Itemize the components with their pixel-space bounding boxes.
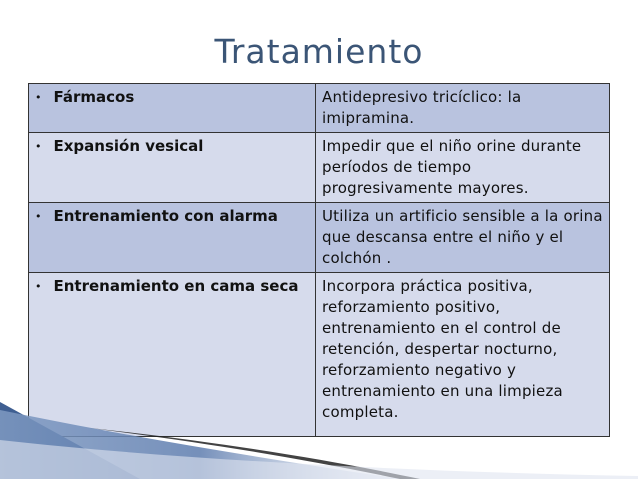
treatment-description: Utiliza un artificio sensible a la orina que descansa entre el niño y el colchón . <box>316 203 610 273</box>
treatment-name-cell <box>29 133 316 203</box>
treatment-description: Impedir que el niño orine durante períodos de tiempo progresivamente mayores. <box>316 133 610 203</box>
decorative-swoosh <box>0 380 638 479</box>
treatment-name: Expansión vesical <box>53 137 204 155</box>
bullet-icon: • <box>35 91 42 104</box>
treatment-description: Antidepresivo tricíclico: la imipramina. <box>316 84 610 133</box>
treatment-name: Entrenamiento con alarma <box>53 207 278 225</box>
table-row <box>29 133 610 203</box>
slide-title: Tratamiento <box>214 32 424 71</box>
bullet-icon: • <box>35 140 42 153</box>
table-row <box>29 203 610 273</box>
treatment-name-cell <box>29 84 316 133</box>
treatment-name: Fármacos <box>53 88 135 106</box>
treatment-name: Entrenamiento en cama seca <box>53 277 299 295</box>
bullet-icon: • <box>35 210 42 223</box>
treatment-description: Incorpora práctica positiva, reforzamiento positivo, entrenamiento en el control de retención, despertar nocturno, reforzamiento negativo y entrenamiento en una limpieza completa. <box>316 273 610 437</box>
bullet-icon: • <box>35 280 42 293</box>
treatment-name-cell <box>29 203 316 273</box>
table-row <box>29 84 610 133</box>
